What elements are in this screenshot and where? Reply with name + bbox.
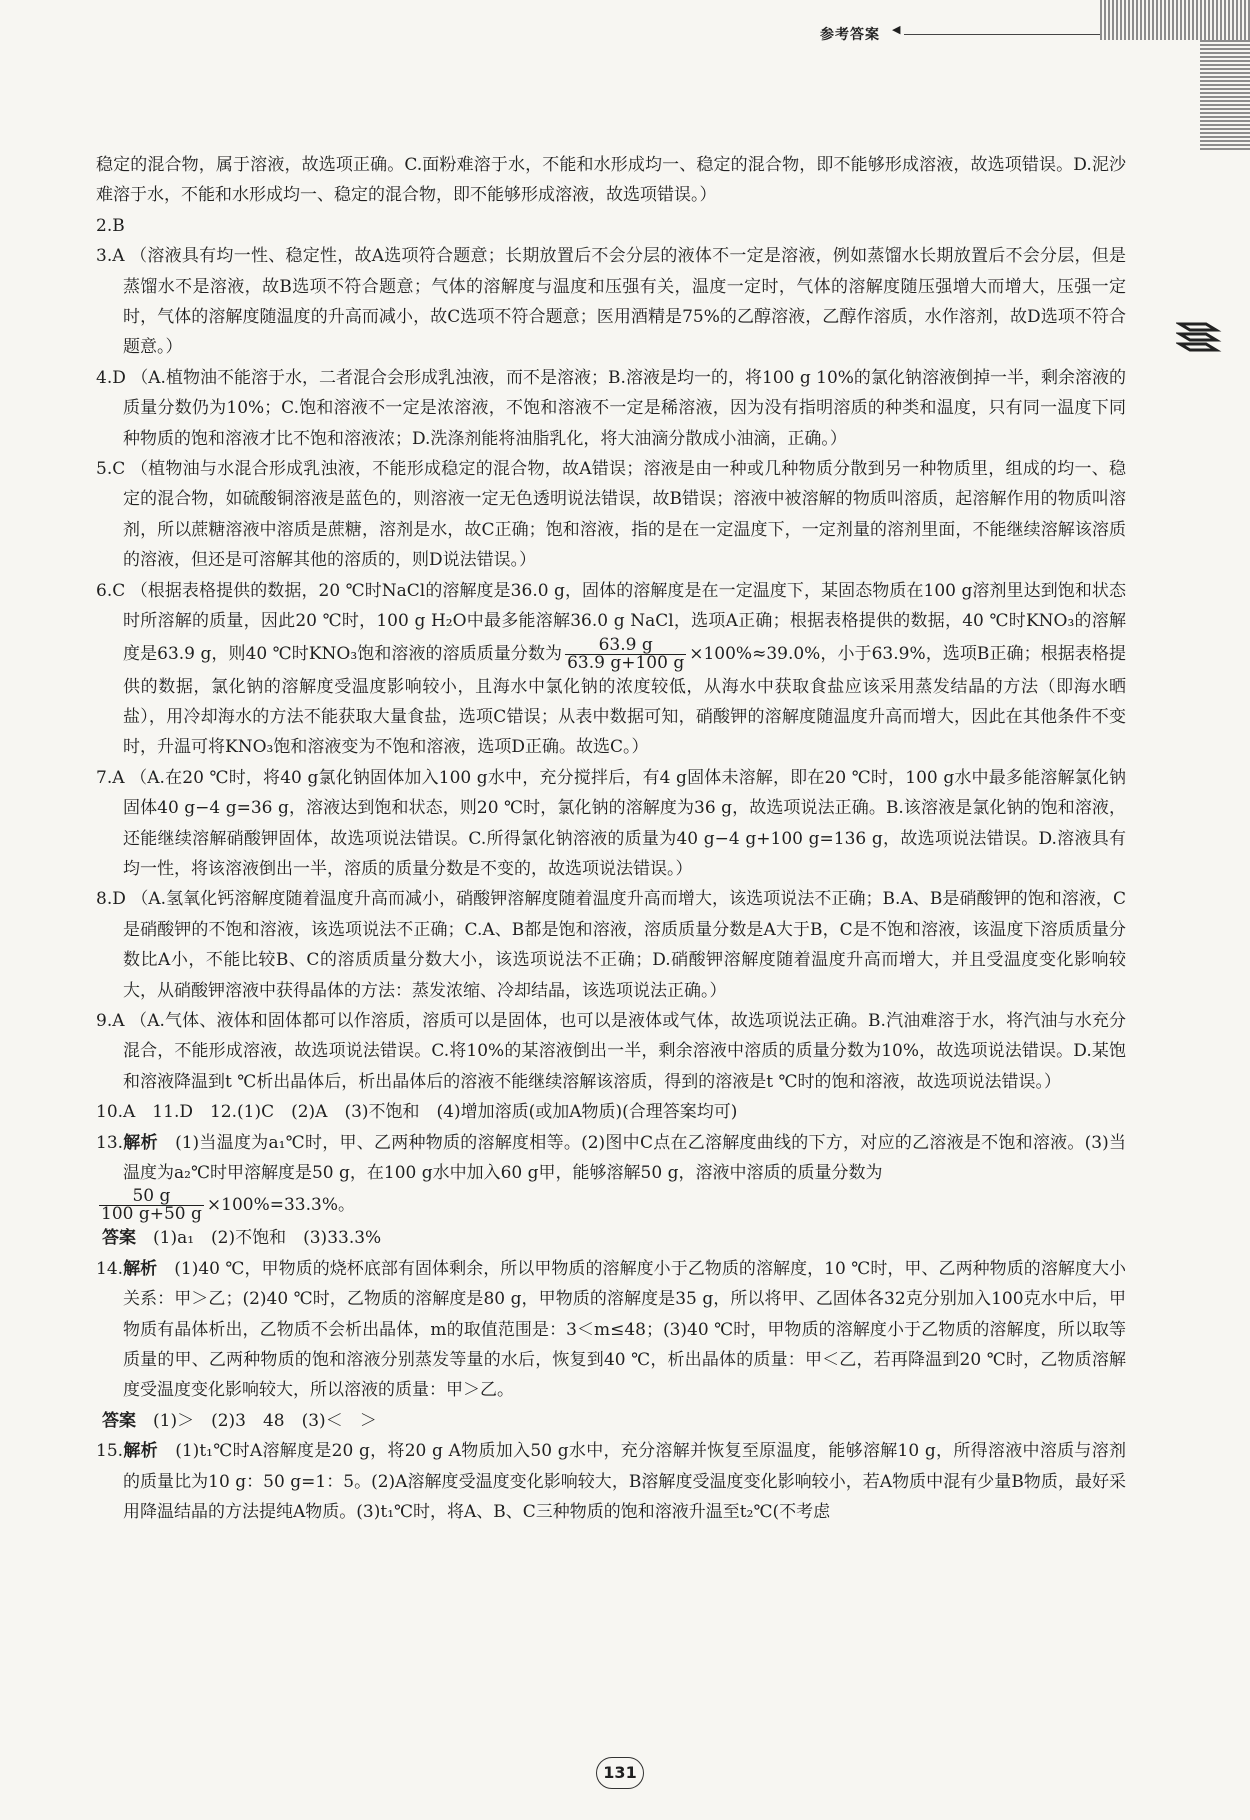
answer-item-15 [96, 1436, 1126, 1527]
answer-item-4: 4.D （A.植物油不能溶于水，二者混合会形成乳浊液，而不是溶液；B.溶液是均一的，将100 g 10%的氯化钠溶液倒掉一半，剩余溶液的质量分数仍为10%；C.饱和溶液不一定是浓溶液，不饱和溶液不一定是稀溶液，因为没有指明溶质的种类和温度，只有同一温度下同种物质的饱和溶液才比不饱和溶液浓；D.洗涤剂能将油脂乳化，将大油滴分散成小油滴，正确。） [96, 367, 1126, 449]
answer-continuation: 稳定的混合物，属于溶液，故选项正确。C.面粉难溶于水，不能和水形成均一、稳定的混合物，即不能够形成溶液，故选项错误。D.泥沙难溶于水，不能和水形成均一、稳定的混合物，即不能够形成溶液，故选项错误。） [96, 155, 1126, 206]
item15-analysis-text: (1)t₁℃时A溶解度是20 g，将20 g A物质加入50 g水中，充分溶解并恢复至原温度，能够溶解10 g，所得溶液中溶质与溶剂的质量比为10 g：50 g=1：5。(2)A溶解度受温度变化影响较大，B溶解度受温度变化影响较小，若A物质中混有少量B物质，最好采用降温结晶的方法提纯A物质。(3)t₁℃时，将A、B、C三种物质的饱和溶液升温至t₂℃(不考虑 [123, 1441, 1126, 1523]
item13-fraction [99, 1188, 204, 1223]
item14-answer-label: 答案 [102, 1410, 136, 1431]
answer-content [96, 150, 1126, 1527]
answer-item-9: 9.A （A.气体、液体和固体都可以作溶质，溶质可以是固体，也可以是液体或气体，故选项说法正确。B.汽油难溶于水，将汽油与水充分混合，不能形成溶液，故选项说法错误。C.将10%的某溶液倒出一半，剩余溶液中溶质的质量分数为10%，故选项说法错误。D.某饱和溶液降温到t ℃析出晶体后，析出晶体后的溶液不能继续溶解该溶质，得到的溶液是t ℃时的饱和溶液，故选项说法错误。） [96, 1010, 1126, 1092]
answer-items-10-12: 10.A 11.D 12.(1)C (2)A (3)不饱和 (4)增加溶质(或加A物质)(合理答案均可) [96, 1102, 738, 1123]
item6-fraction [565, 634, 686, 673]
answer-item-3: 3.A （溶液具有均一性、稳定性，故A选项符合题意；长期放置后不会分层的液体不一定是溶液，例如蒸馏水长期放置后不会分层，但是蒸馏水不是溶液，故B选项不符合题意；气体的溶解度与温度和压强有关，温度一定时，气体的溶解度随压强增大而增大，压强一定时，气体的溶解度随温度的升高而减小，故C选项不符合题意；医用酒精是75%的乙醇溶液，乙醇作溶质，水作溶剂，故D选项不符合题意。） [96, 246, 1126, 358]
answer-item-13 [96, 1128, 1126, 1224]
item13-answer-text: (1)a₁ (2)不饱和 (3)33.3% [153, 1228, 382, 1249]
item15-analysis-label: 解析 [123, 1441, 158, 1462]
item13-analysis-result: ×100%=33.3%。 [206, 1195, 356, 1216]
books-icon [1176, 312, 1222, 358]
item6-text-a: 6.C （根据表格提供的数据，20 ℃时NaCl的溶解度是36.0 g，固体的溶解度是在一定温度下，某固态物质在100 g溶剂里达到饱和状态时所溶解的质量，因此20 ℃时，100 g H₂O中最多能溶解36.0 g NaCl，选项A正确；根据表格提供的数据，40 ℃时KNO₃的溶解度是63.9 g，则40 ℃时KNO₃饱和溶液的溶质质量分数为 [96, 580, 1126, 664]
item14-analysis-label: 解析 [123, 1258, 158, 1279]
item14-analysis-text: (1)40 ℃，甲物质的烧杯底部有固体剩余，所以甲物质的溶解度小于乙物质的溶解度，10 ℃时，甲、乙两种物质的溶解度大小关系：甲＞乙；(2)40 ℃时，乙物质的溶解度是80 g，甲物质的溶解度是35 g，所以将甲、乙固体各32克分别加入100克水中后，甲物质有晶体析出，乙物质不会析出晶体，m的取值范围是：3＜m≤48；(3)40 ℃时，甲物质的溶解度小于乙物质的溶解度，所以取等质量的甲、乙两种物质的饱和溶液分别蒸发等量的水后，恢复到40 ℃，析出晶体的质量：甲＜乙，若再降温到20 ℃时，乙物质溶解度受温度变化影响较大，所以溶液的质量：甲＞乙。 [123, 1258, 1127, 1401]
item6-fraction-denominator: 63.9 g+100 g [567, 652, 685, 673]
item13-fraction-denominator: 100 g+50 g [101, 1204, 202, 1225]
item6-text-b: ×100%≈39.0%，小于63.9%，选项B正确；根据表格提供的数据，氯化钠的溶解度受温度影响较小，且海水中氯化钠的浓度较低，从海水中获取食盐应该采用蒸发结晶的方法（即海水晒盐），用冷却海水的方法不能获取大量食盐，选项C错误；从表中数据可知，硝酸钾的溶解度随温度升高而增大，因此在其他条件不变时，升温可将KNO₃饱和溶液变为不饱和溶液，选项D正确。故选C。） [123, 643, 1126, 758]
answer-item-5: 5.C （植物油与水混合形成乳浊液，不能形成稳定的混合物，故A错误；溶液是由一种或几种物质分散到另一种物质里，组成的均一、稳定的混合物，如硫酸铜溶液是蓝色的，则溶液一定无色透明说法错误，故B错误；溶液中被溶解的物质叫溶质，起溶解作用的物质叫溶剂，所以蔗糖溶液中溶质是蔗糖，溶剂是水，故C正确；饱和溶液，指的是在一定温度下，一定剂量的溶剂里面，不能继续溶解该溶质的溶液，但还是可溶解其他的溶质的，则D说法错误。） [96, 459, 1126, 571]
answer-item-14 [96, 1254, 1126, 1406]
item15-number: 15. [96, 1441, 124, 1462]
item14-answer-line [96, 1406, 1126, 1436]
item14-number: 14. [96, 1258, 124, 1279]
running-header-title: 参考答案 [820, 27, 880, 43]
item13-analysis-label: 解析 [123, 1132, 158, 1153]
item13-fraction-numerator: 50 g [99, 1188, 204, 1206]
side-stripes-decoration [1200, 40, 1250, 150]
item6-fraction-numerator: 63.9 g [565, 637, 686, 655]
item13-answer-label: 答案 [102, 1228, 136, 1249]
item13-analysis-text: (1)当温度为a₁℃时，甲、乙两种物质的溶解度相等。(2)图中C点在乙溶解度曲线的下方，对应的乙溶液是不饱和溶液。(3)当温度为a₂℃时甲溶解度是50 g，在100 g水中加入60 g甲，能够溶解50 g，溶液中溶质的质量分数为 [123, 1132, 1127, 1183]
answer-item-6 [96, 576, 1126, 763]
page-number: 131 [596, 1757, 644, 1789]
corner-stripes-decoration [1100, 0, 1250, 40]
answer-item-2: 2.B [96, 215, 125, 236]
answer-item-8: 8.D （A.氢氧化钙溶解度随着温度升高而减小，硝酸钾溶解度随着温度升高而增大，该选项说法不正确；B.A、B是硝酸钾的饱和溶液，C是硝酸钾的不饱和溶液，该选项说法不正确；C.A、B都是饱和溶液，溶质质量分数是A大于B，C是不饱和溶液，该温度下溶质质量分数比A小，不能比较B、C的溶质质量分数大小，该选项说法不正确；D.硝酸钾溶解度随着温度升高而增大，并且受温度变化影响较大，从硝酸钾溶液中获得晶体的方法：蒸发浓缩、冷却结晶，该选项说法正确。） [96, 889, 1126, 1001]
arrow-left-icon: ◀ [892, 23, 901, 36]
answer-item-7: 7.A （A.在20 ℃时，将40 g氯化钠固体加入100 g水中，充分搅拌后，有4 g固体未溶解，即在20 ℃时，100 g水中最多能溶解氯化钠固体40 g−4 g=36 g，溶液达到饱和状态，则20 ℃时，氯化钠的溶解度为36 g，故选项说法正确。B.该溶液是氯化钠的饱和溶液，还能继续溶解硝酸钾固体，故选项说法错误。C.所得氯化钠溶液的质量为40 g−4 g+100 g=136 g，故选项说法错误。D.溶液具有均一性，将该溶液倒出一半，溶质的质量分数是不变的，故选项说法错误。） [96, 767, 1126, 879]
item14-answer-text: (1)＞ (2)3 48 (3)＜ ＞ [153, 1410, 377, 1431]
item13-answer-line [96, 1223, 1126, 1253]
item13-number: 13. [96, 1132, 124, 1153]
